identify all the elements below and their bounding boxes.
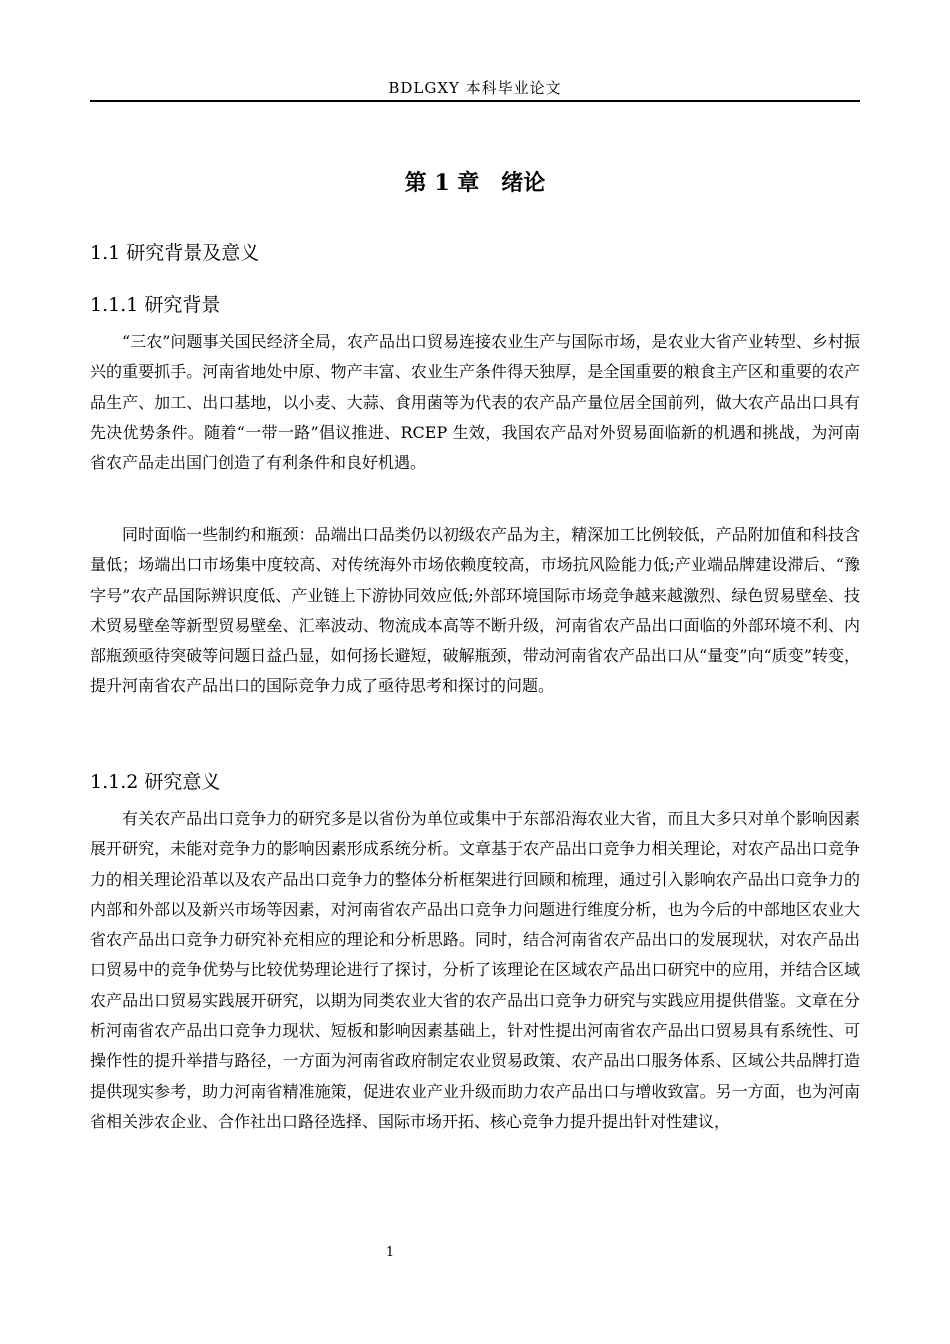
section-heading-1-1: 1.1 研究背景及意义	[90, 242, 260, 264]
section-heading-1-1-2: 1.1.2 研究意义	[90, 771, 221, 793]
section-heading-1-1-1: 1.1.1 研究背景	[90, 294, 221, 316]
header-rule	[90, 100, 860, 102]
running-header: BDLGXY 本科毕业论文	[388, 79, 562, 97]
chapter-title: 第 1 章 绪论	[404, 170, 546, 196]
paragraph-background-2: 同时面临一些制约和瓶颈：品端出口品类仍以初级农产品为主，精深加工比例较低，产品附加值和科技含量低；场端出口市场集中度较高、对传统海外市场依赖度较高，市场抗风险能力低;产业端品牌建设滞后、“豫字号”农产品国际辨识度低、产业链上下游协同效应低;外部环境国际市场竞争越来越激烈、绿色贸易壁垒、技术贸易壁垒等新型贸易壁垒、汇率波动、物流成本高等不断升级，河南省农产品出口面临的外部环境不利、内部瓶颈亟待突破等问题日益凸显，如何扬长避短，破解瓶颈，带动河南省农产品出口从“量变”向“质变”转变，提升河南省农产品出口的国际竞争力成了亟待思考和探讨的问题。	[90, 525, 860, 696]
page-number: 1	[385, 1245, 395, 1260]
paragraph-background-1: “三农”问题事关国民经济全局，农产品出口贸易连接农业生产与国际市场，是农业大省产业转型、乡村振兴的重要抓手。河南省地处中原、物产丰富、农业生产条件得天独厚，是全国重要的粮食主产区和重要的农产品生产、加工、出口基地，以小麦、大蒜、食用菌等为代表的农产品产量位居全国前列，做大农产品出口具有先决优势条件。随着“一带一路”倡议推进、RCEP 生效，我国农产品对外贸易面临新的机遇和挑战，为河南省农产品走出国门创造了有利条件和良好机遇。	[90, 332, 860, 473]
paragraph-significance-1: 有关农产品出口竞争力的研究多是以省份为单位或集中于东部沿海农业大省，而且大多只对单个影响因素展开研究，未能对竞争力的影响因素形成系统分析。文章基于农产品出口竞争力相关理论，对农产品出口竞争力的相关理论沿革以及农产品出口竞争力的整体分析框架进行回顾和梳理，通过引入影响农产品出口竞争力的内部和外部以及新兴市场等因素，对河南省农产品出口竞争力问题进行维度分析，也为今后的中部地区农业大省农产品出口竞争力研究补充相应的理论和分析思路。同时，结合河南省农产品出口的发展现状，对农产品出口贸易中的竞争优势与比较优势理论进行了探讨，分析了该理论在区域农产品出口研究中的应用，并结合区域农产品出口贸易实践展开研究，以期为同类农业大省的农产品出口竞争力研究与实践应用提供借鉴。文章在分析河南省农产品出口竞争力现状、短板和影响因素基础上，针对性提出河南省农产品出口贸易具有系统性、可操作性的提升举措与路径，一方面为河南省政府制定农业贸易政策、农产品出口服务体系、区域公共品牌打造提供现实参考，助力河南省精准施策，促进农业产业升级而助力农产品出口与增收致富。另一方面，也为河南省相关涉农企业、合作社出口路径选择、国际市场开拓、核心竞争力提升提出针对性建议，	[90, 809, 860, 1131]
